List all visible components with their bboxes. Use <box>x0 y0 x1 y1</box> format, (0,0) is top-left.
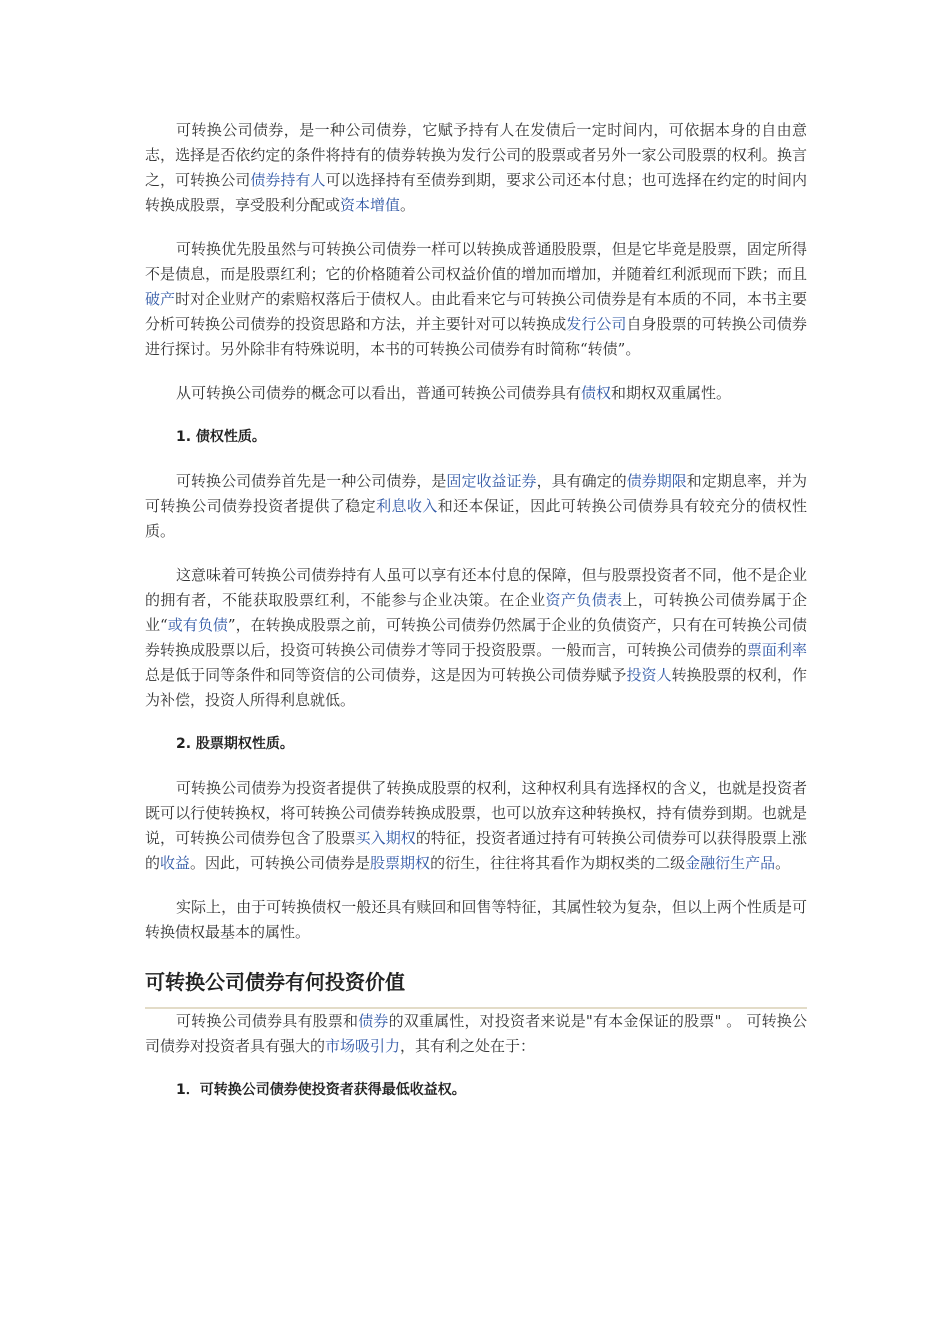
link-returns[interactable]: 收益 <box>160 854 191 872</box>
paragraph-debt-nature <box>145 469 807 544</box>
subheading-debt-nature: 1. 债权性质。 <box>176 429 266 445</box>
link-contingent-liability[interactable]: 或有负债 <box>167 616 228 634</box>
text-segment: 时对企业财产的索赔权落后于债权人。由此看来它与可转换公司债券是有本质的不同，本书主要分析可转换公司债券的投资思路和方法，并主要针对可以转换成 <box>145 290 807 333</box>
text-segment: 的衍生，往往将其看作为期权类的二级 <box>430 854 686 872</box>
text-segment: 可转换公司债券具有股票和 <box>176 1012 359 1030</box>
link-issuing-company[interactable]: 发行公司 <box>566 315 627 333</box>
link-financial-derivatives[interactable]: 金融衍生产品 <box>685 854 776 872</box>
text-segment: 总是低于同等条件和同等资信的公司债券，这是因为可转换公司债券赋予 <box>145 666 627 684</box>
text-segment: 可转换公司债券为投资者提供了转换成股票的权利，这种权利具有选择权的含义，也就是投资者既可以行使转换权，将可转换公司债券转换成股票，也可以放弃这种转换权，持有债券到期。也就是说，可转换公司债券包含了股票 <box>145 779 807 847</box>
section-heading-investment-value: 可转换公司债券有何投资价值 <box>145 967 807 1009</box>
link-market-appeal[interactable]: 市场吸引力 <box>325 1037 401 1055</box>
link-balance-sheet[interactable]: 资产负债表 <box>545 591 623 609</box>
text-segment: ，具有确定的 <box>536 472 627 490</box>
text-segment: 的双重属性，对投资者来说是"有本金保证的股票" 。 可转换公司债券对投资者具有强大的 <box>145 1012 807 1055</box>
link-call-option[interactable]: 买入期权 <box>355 829 416 847</box>
text-segment: 可转换公司债券，是一种公司债券，它赋予持有人在发债后一定时间内，可依据本身的自由意志，选择是否依约定的条件将持有的债券转换为发行公司的股票或者另外一家公司股票的权利。换言之，可转换公司 <box>145 121 807 189</box>
link-capital-appreciation[interactable]: 资本增值 <box>340 196 401 214</box>
paragraph-dual-attributes <box>145 381 807 406</box>
text-segment: 上，可转换公司债券属于企业“ <box>145 591 807 634</box>
paragraph-preferred-stock <box>145 237 807 362</box>
text-segment: 和定期息率，并为可转换公司债券投资者提供了稳定 <box>145 472 807 515</box>
link-investor[interactable]: 投资人 <box>626 666 672 684</box>
paragraph-option-nature <box>145 776 807 876</box>
text-segment: 和还本保证，因此可转换公司债券具有较充分的债权性质。 <box>145 497 807 540</box>
text-segment: 这意味着可转换公司债券持有人虽可以享有还本付息的保障，但与股票投资者不同，他不是企业的拥有者，不能获取股票红利，不能参与企业决策。在企业 <box>145 566 807 609</box>
text-segment: 的特征，投资者通过持有可转换公司债券可以获得股票上涨的 <box>145 829 807 872</box>
paragraph-investment-value <box>145 1009 807 1059</box>
paragraph-summary: 实际上，由于可转换债权一般还具有赎回和回售等特征，其属性较为复杂，但以上两个性质是可转换债权最基本的属性。 <box>145 898 807 941</box>
link-bonds[interactable]: 债券 <box>358 1012 389 1030</box>
text-segment: 。 <box>775 854 791 872</box>
text-segment: 可以选择持有至债券到期，要求公司还本付息；也可选择在约定的时间内转换成股票，享受股利分配或 <box>145 171 807 214</box>
text-segment: 自身股票的可转换公司债券进行探讨。另外除非有特殊说明，本书的可转换公司债券有时简称“转债”。 <box>145 315 807 358</box>
text-segment: 从可转换公司债券的概念可以看出，普通可转换公司债券具有 <box>176 384 582 402</box>
link-creditor-rights[interactable]: 债权 <box>581 384 612 402</box>
text-segment: ”，在转换成股票之前，可转换公司债券仍然属于企业的负债资产，只有在可转换公司债券转换成股票以后，投资可转换公司债券才等同于投资股票。一般而言，可转换公司债券的 <box>145 616 807 659</box>
article-body <box>145 118 807 1122</box>
text-segment: 转换股票的权利，作为补偿，投资人所得利息就低。 <box>145 666 807 709</box>
text-segment: 。 <box>400 196 416 214</box>
link-stock-option[interactable]: 股票期权 <box>370 854 431 872</box>
text-segment: 和期权双重属性。 <box>611 384 732 402</box>
text-segment: 。因此，可转换公司债券是 <box>190 854 371 872</box>
link-bondholder[interactable]: 债券持有人 <box>250 171 326 189</box>
paragraph-definition <box>145 118 807 218</box>
subheading-option-nature: 2. 股票期权性质。 <box>176 736 294 752</box>
link-bond-term[interactable]: 债券期限 <box>626 472 687 490</box>
text-segment: 可转换优先股虽然与可转换公司债券一样可以转换成普通股股票，但是它毕竟是股票，固定所得不是债息，而是股票红利；它的价格随着公司权益价值的增加而增加，并随着红利派现而下跌；而且 <box>145 240 807 283</box>
link-coupon-rate[interactable]: 票面利率 <box>746 641 807 659</box>
text-segment: ，其有利之处在于： <box>400 1037 536 1055</box>
text-segment: 可转换公司债券首先是一种公司债券，是 <box>176 472 447 490</box>
link-interest-income[interactable]: 利息收入 <box>376 497 438 515</box>
link-bankruptcy[interactable]: 破产 <box>145 290 176 308</box>
paragraph-holder-rights <box>145 563 807 713</box>
link-fixed-income-securities[interactable]: 固定收益证券 <box>446 472 537 490</box>
subheading-minimum-return: 1．可转换公司债券使投资者获得最低收益权。 <box>176 1082 466 1098</box>
